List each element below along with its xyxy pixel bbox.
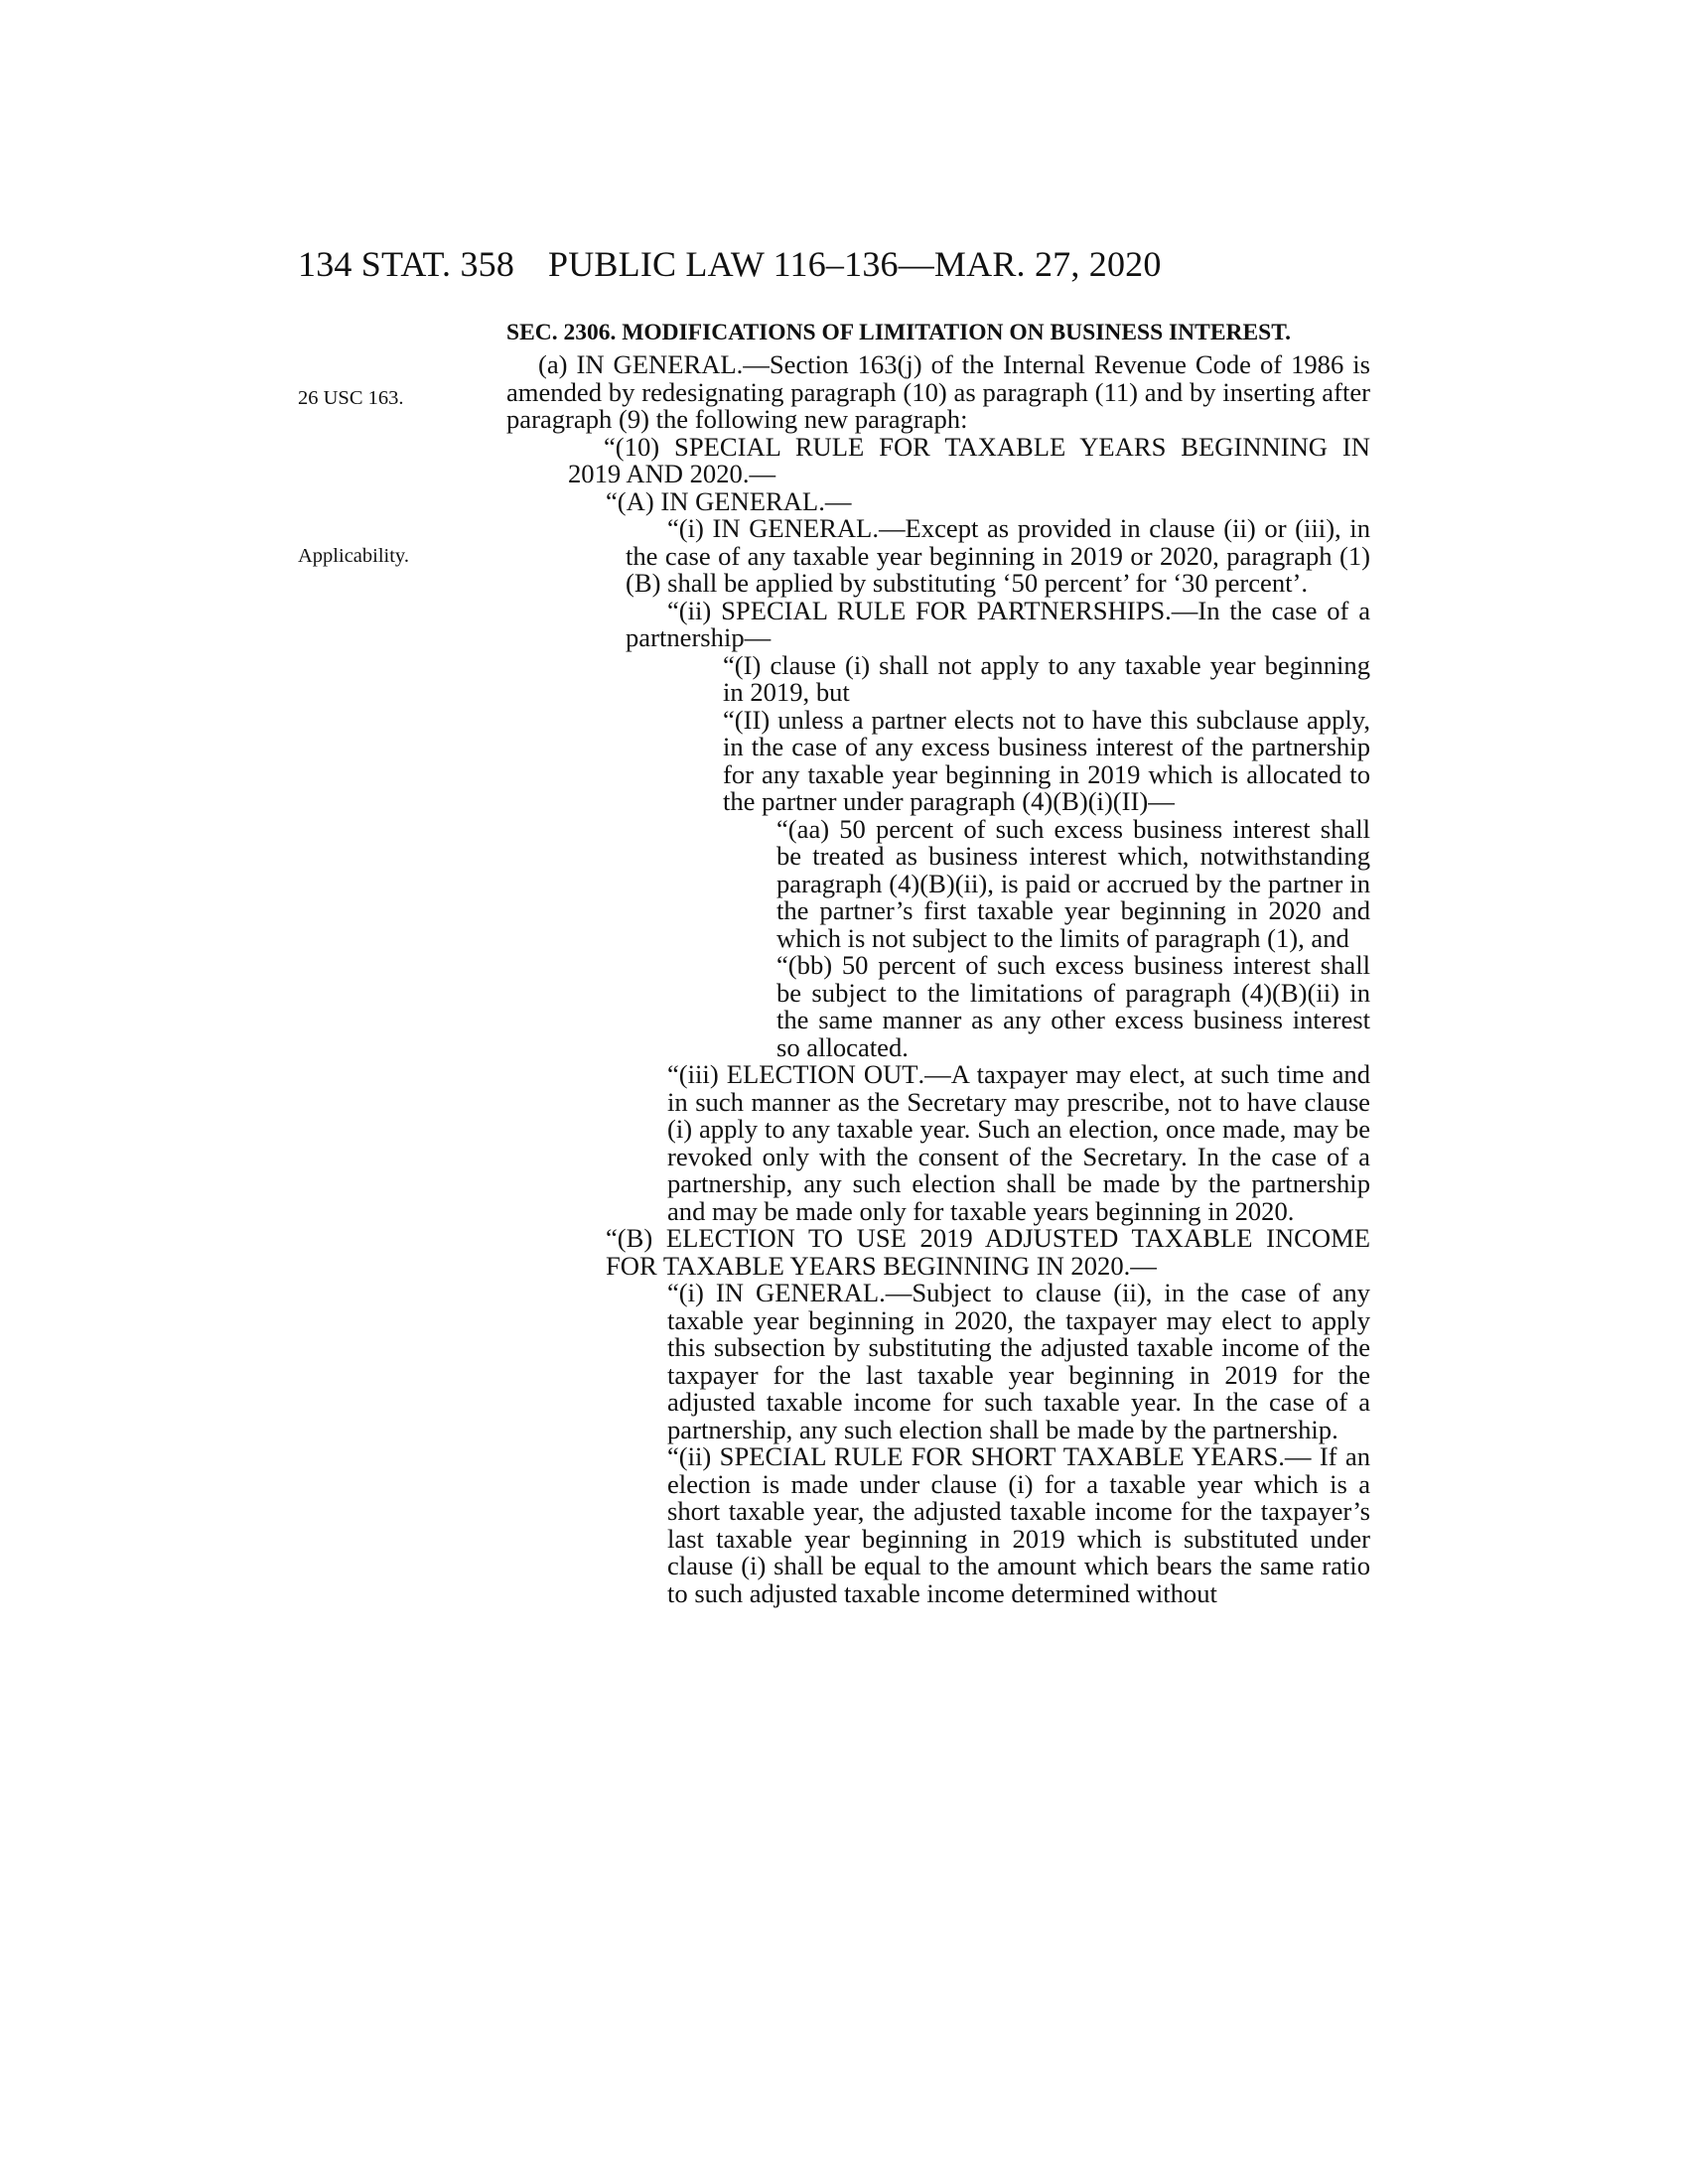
clause-B-ii-prefix: “(ii) S (667, 1441, 735, 1471)
subparagraph-A-heading (606, 485, 1370, 516)
statute-body (506, 351, 1370, 1607)
law-title: PUBLIC LAW 116–136—MAR. 27, 2020 (548, 244, 1162, 284)
clause-B-i-prefix: “(i) I (667, 1278, 725, 1307)
clause-B-i-text: .—Subject to clause (ii), in the case of any taxable year beginning in 2020, the taxpayer may elect to apply this subsection by substituting the adjusted taxable income of the taxpayer for the last taxable year beginning in 2019 for the adjusted taxable income for such taxable year. In the case of a partnership, any such election shall be made by the partnership. (667, 1278, 1370, 1444)
paragraph-10-prefix: “(10) S (604, 431, 689, 462)
subsection-a-heading-1: N (585, 349, 605, 379)
clause-A-ii-text: .—In the case of a partnership— (626, 595, 1370, 652)
clause-B-i-title: N GENERAL (724, 1278, 880, 1307)
clause-A-i-title: N GENERAL (721, 513, 873, 543)
paragraph-10-suffix: .— (742, 459, 776, 488)
section-heading: SEC. 2306. MODIFICATIONS OF LIMITATION ON BUSINESS INTEREST. (506, 320, 1292, 345)
clause-A-iii-text: .—A taxpayer may elect, at such time and in such manner as the Secretary may prescribe, not to have clause (i) apply to any taxable year. Such an election, once made, may be revoked only with the consent of the Secretary. In the case of a partnership, any such election shall be made by the partnership and may be made only for taxable years beginning in 2020. (667, 1059, 1370, 1226)
subsection-a-heading-2: GENERAL (604, 349, 737, 379)
subclause-I: “(I) clause (i) shall not apply to any taxable year beginning in 2019, but (723, 649, 1370, 707)
paragraph-10-title: PECIAL RULE FOR TAXABLE YEARS BEGINNING IN 2019 AND 2020 (568, 431, 1370, 488)
subparagraph-B-heading (606, 1225, 1370, 1280)
clause-B-ii-title: PECIAL RULE FOR SHORT TAXABLE YEARS (734, 1441, 1279, 1471)
subsection-a (506, 351, 1370, 434)
subsection-a-text: .—Section 163(j) of the Internal Revenue Code of 1986 is amended by redesignating paragraph (10) as paragraph (11) and by inserting after paragraph (9) the following new paragraph: (506, 349, 1370, 434)
clause-A-ii (626, 595, 1370, 652)
margin-note-applicability: Applicability. (298, 545, 409, 567)
subclause-II: “(II) unless a partner elects not to have this subclause apply, in the case of any excess business interest of the partnership for any taxable year beginning in 2019 which is allocated to the partner under paragraph (4)(B)(i)(II)— (723, 704, 1370, 816)
subparagraph-A-suffix: .— (818, 485, 852, 516)
subparagraph-B-suffix: .— (1123, 1250, 1157, 1281)
paragraph-10-heading (506, 431, 1370, 488)
clause-A-ii-prefix: “(ii) S (667, 595, 736, 625)
clause-A-i (626, 515, 1370, 598)
clause-A-i-text: .—Except as provided in clause (ii) or (iii), in the case of any taxable year beginning in 2019 or 2020, paragraph (1)(B) shall be applied by substituting ‘50 percent’ for ‘30 percent’. (626, 513, 1370, 598)
subparagraph-B-prefix: “(B) E (606, 1223, 683, 1253)
clause-A-iii-title: LECTION OUT (743, 1059, 918, 1089)
subsection-a-prefix: (a) I (538, 349, 586, 379)
item-aa: “(aa) 50 percent of such excess business interest shall be treated as business interest which, notwithstanding paragraph (4)(B)(ii), is paid or accrued by the partner in the partner’s first taxable year beginning in 2020 and which is not subject to the limits of paragraph (1), and (776, 813, 1370, 953)
clause-B-ii-text: .— If an election is made under clause (i) for a taxable year which is a short taxable year, the adjusted taxable income for the taxpayer’s last taxable year beginning in 2019 which is substituted under clause (i) shall be equal to the amount which bears the same ratio to such adjusted taxable income determined without (667, 1441, 1370, 1608)
subparagraph-A-prefix: “(A) I (606, 485, 670, 516)
clause-A-iii-prefix: “(iii) E (667, 1059, 744, 1089)
item-bb: “(bb) 50 percent of such excess business interest shall be subject to the limitations of paragraph (4)(B)(ii) in the same manner as any other excess business interest so allocated. (776, 950, 1370, 1062)
subparagraph-B-title: LECTION TO USE 2019 ADJUSTED TAXABLE INCOME FOR TAXABLE YEARS BEGINNING IN 2020 (606, 1223, 1370, 1281)
clause-A-ii-title: PECIAL RULE FOR PARTNERSHIPS (735, 595, 1166, 625)
clause-A-iii (667, 1061, 1370, 1225)
margin-note-usc: 26 USC 163. (298, 387, 404, 409)
clause-B-i (667, 1280, 1370, 1443)
stat-reference: 134 STAT. 358 (298, 244, 515, 284)
clause-B-ii (667, 1443, 1370, 1607)
clause-A-i-prefix: “(i) I (667, 513, 722, 543)
subparagraph-A-title: N GENERAL (669, 485, 819, 516)
